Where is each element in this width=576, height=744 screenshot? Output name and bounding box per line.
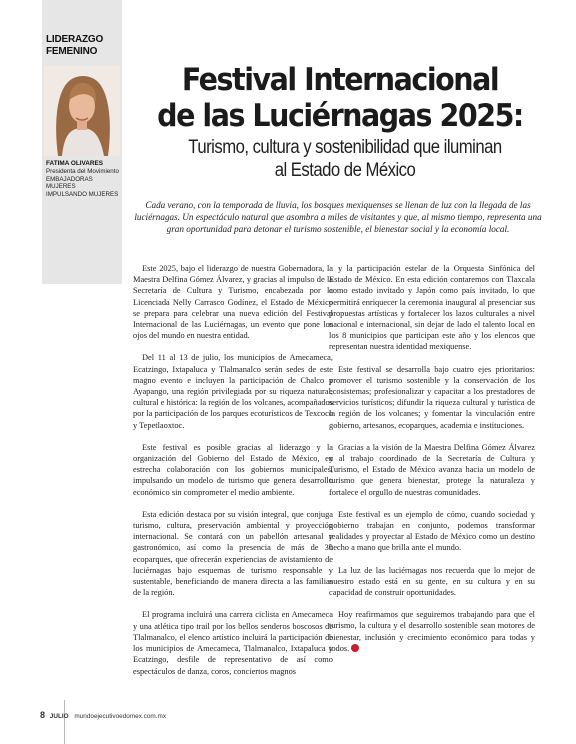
paragraph-final: Hoy reafirmamos que seguiremos trabajando para que el turismo, la cultura y el desarrollo sostenible sean motores de bienestar, inclusión y crecimiento económico para todas y todos. [329, 610, 535, 653]
paragraph: La luz de las luciérnagas nos recuerda que lo mejor de nuestro estado está en su gente, en su cultura y en su capacidad de construir oportunidades. [329, 565, 535, 598]
paragraph: Gracias a la visión de la Maestra Delfina Gómez Álvarez y al trabajo coordinado de la Secretaría de Cultura y Turismo, el Estado de México avanza hacia un modelo de turismo que genera bienestar, protege la naturaleza y fortalece el orgullo de nuestras comunidades. [329, 442, 535, 497]
paragraph: Del 11 al 13 de julio, los municipios de Amecameca, Ecatzingo, Ixtapaluca y Tlalmanalco serán sedes de este magno evento e incluyen la participación de Chalco y Ayapango, una región privilegiada por su riqueza natural, cultural e histórica: la región de los volcanes, acompañados por la participación de los parques ecoturísticos de Texcoco y Tepetlaoxtoc. [133, 353, 333, 430]
paragraph: y la participación estelar de la Orquesta Sinfónica del Estado de México. En esta edición contaremos con Tlaxcala como estado invitado y Japón como país invitado, lo que permitirá enriquecer la ceremonia inaugural al presenciar sus propuestas artísticas y fortalecer los lazos culturales a nivel nacional e internacional, sin dejar de lado el talento local en los 8 municipios que participan este año y los elencos que representan nuestra identidad mexiquense. [329, 264, 535, 352]
author-photo-illustration [44, 66, 120, 156]
article-left-column [133, 263, 333, 677]
author-role: Presidenta del Movimiento EMBAJADORAS MUJERES IMPULSANDO MUJERES [46, 168, 119, 198]
article-lede: Cada verano, con la temporada de lluvia, los bosques mexiquenses se llenan de luz con la llegada de las luciérnagas. Un espectáculo natural que asombra a miles de visitantes y que, al mismo tiempo, representa una gran oportunidad para detonar el turismo sostenible, el bienestar social y la economía local. [134, 200, 542, 235]
author-portrait [44, 66, 120, 156]
article-title: Festival Internacional de las Luciérnagas 2025: [157, 62, 523, 134]
article-right-column [329, 263, 535, 665]
paragraph: Este festival es posible gracias al liderazgo y la organización del Gobierno del Estado de México, en estrecha colaboración con los gobiernos municipales, impulsando un modelo de turismo que genera desarrollo económico sin comprometer el medio ambiente. [133, 442, 333, 497]
paragraph: El programa incluirá una carrera ciclista en Amecameca y una atlética tipo trail por los bellos senderos boscosos de Tlalmanalco, el elenco artístico incluirá la participación de los municipios de Amecameca, Tlalmanalco, Ixtapaluca y Ecatzingo, desfile de representativo de así como espectáculos de danza, coros, conciertos magnos [133, 610, 333, 676]
author-sidebar [42, 0, 122, 284]
paragraph: Este festival es un ejemplo de cómo, cuando sociedad y gobierno trabajan en conjunto, podemos transformar realidades y proyectar al Estado de México como un destino hecho a mano que brilla ante el mundo. [329, 509, 535, 553]
paragraph: Este 2025, bajo el liderazgo de nuestra Gobernadora, la Maestra Delfina Gómez Álvarez, y gracias al impulso de la Secretaría de Cultura y Turismo, encabezada por la Licenciada Nelly Carrasco Godínez, el Estado de México se prepara para celebrar una nueva edición del Festival Internacional de las Luciérnagas, un evento que pone los ojos del mundo en nuestra entidad. [133, 264, 333, 341]
article-subtitle: Turismo, cultura y sostenibilidad que iluminan al Estado de México [188, 137, 502, 181]
paragraph: Esta edición destaca por su visión integral, que conjuga turismo, cultura, preservación ambiental y proyección internacional. Se contará con un pabellón artesanal y gastronómico, así como la presencia de más de 30 ecoparques, que ofrecerán experiencias de avistamiento de luciérnagas bajo esquemas de turismo responsable y sustentable, beneficiando de manera directa a las familias de la región. [133, 509, 333, 598]
footer-month: JULIO [49, 713, 69, 720]
page-footer [40, 708, 166, 722]
page-number: 8 [40, 710, 46, 720]
footer-website: mundoejecutivoedomex.com.mx [74, 713, 167, 720]
author-name: FATIMA OLIVARES [46, 160, 104, 167]
paragraph: Este festival se desarrolla bajo cuatro ejes prioritarios: promover el turismo sostenible y la conservación de los ecosistemas; profesionalizar y capacitar a los prestadores de servicios turísticos; difundir la riqueza cultural y turística de la región de los volcanes; y fomentar la vinculación entre gobierno, artesanos, ecoparques, academia e instituciones. [329, 364, 535, 430]
column-label: LIDERAZGO FEMENINO [46, 34, 104, 57]
end-of-article-icon [351, 644, 359, 652]
